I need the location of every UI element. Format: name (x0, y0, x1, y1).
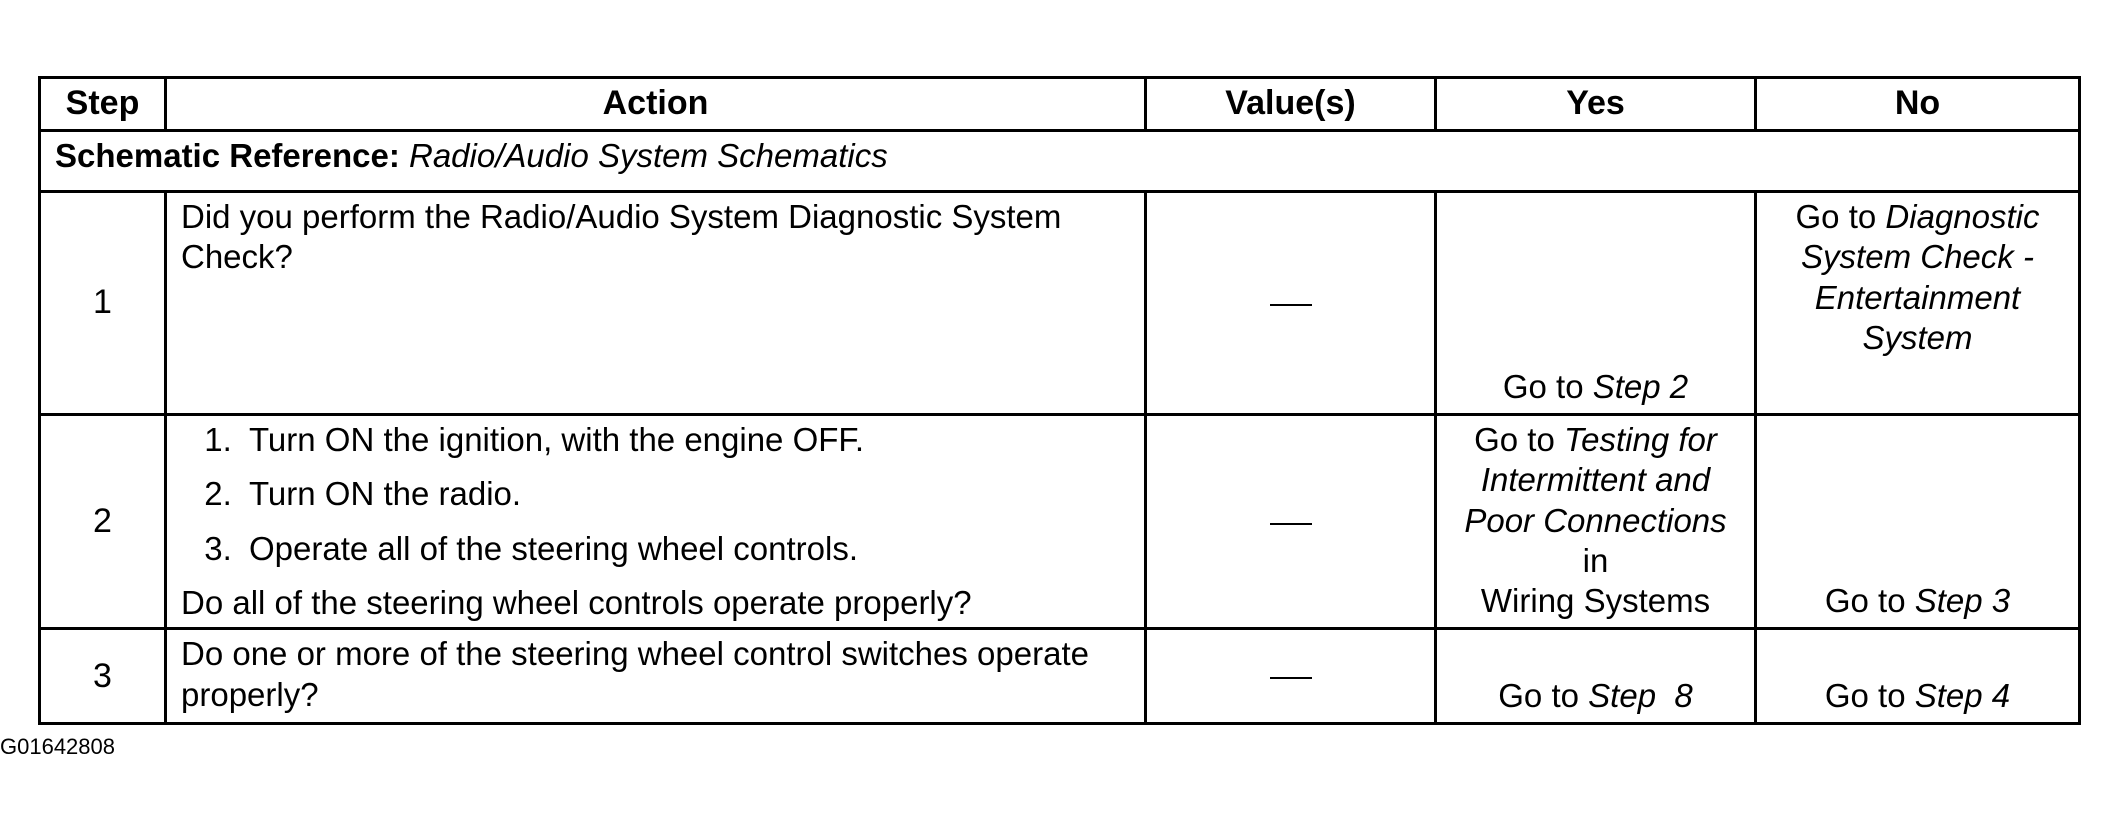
yes-reference: Testing for Intermittent and Poor Connections (1464, 421, 1727, 539)
step-number: 2 (40, 415, 166, 629)
table-row (40, 415, 2080, 629)
schematic-reference-link: Radio/Audio System Schematics (409, 137, 888, 174)
dash-mark (1270, 523, 1312, 525)
no-reference: Step 3 (1914, 582, 2011, 619)
value-cell (1146, 629, 1436, 724)
schematic-reference-label: Schematic Reference: (55, 137, 400, 174)
header-step: Step (40, 78, 166, 131)
schematic-reference-row (40, 131, 2080, 192)
figure-id: G01642808 (0, 734, 115, 759)
action-question: Do all of the steering wheel controls operate properly? (181, 583, 972, 621)
yes-in: in (1582, 541, 1609, 579)
yes-reference: Step 8 (1588, 677, 1693, 714)
substep-list (181, 420, 1130, 569)
no-cell (1756, 415, 2080, 629)
yes-suffix: Wiring Systems (1480, 582, 1711, 619)
no-prefix: Go to (1795, 198, 1877, 235)
yes-cell (1436, 629, 1756, 724)
header-yes: Yes (1436, 78, 1756, 131)
action-cell (166, 415, 1146, 629)
no-cell (1756, 629, 2080, 724)
dash-mark (1270, 304, 1312, 306)
table-row (40, 192, 2080, 415)
substep-item: 3. Operate all of the steering wheel controls. (241, 529, 1130, 569)
no-reference: Step 4 (1914, 677, 2011, 714)
value-cell (1146, 415, 1436, 629)
yes-reference: Step 2 (1592, 367, 1689, 405)
dash-mark (1270, 677, 1312, 679)
diagnostic-table (38, 76, 2081, 725)
substep-item: 2. Turn ON the radio. (241, 474, 1130, 514)
action-text: Do one or more of the steering wheel control switches operate properly? (166, 629, 1146, 724)
yes-cell (1436, 192, 1756, 415)
step-number: 3 (40, 629, 166, 724)
table-row (40, 629, 2080, 724)
value-cell (1146, 192, 1436, 415)
schematic-reference (40, 131, 2080, 192)
no-cell (1756, 192, 2080, 415)
yes-cell (1436, 415, 1756, 629)
no-prefix: Go to (1824, 582, 1906, 619)
no-reference: Diagnostic System Check - Entertainment System (1801, 198, 2040, 356)
yes-prefix: Go to (1502, 367, 1584, 405)
header-row (40, 78, 2080, 131)
substep-item: 1. Turn ON the ignition, with the engine OFF. (241, 420, 1130, 460)
no-prefix: Go to (1824, 677, 1906, 714)
header-action: Action (166, 78, 1146, 131)
action-text: Did you perform the Radio/Audio System Diagnostic System Check? (166, 192, 1146, 415)
header-no: No (1756, 78, 2080, 131)
yes-prefix: Go to (1474, 421, 1555, 458)
step-number: 1 (40, 192, 166, 415)
yes-prefix: Go to (1498, 677, 1579, 714)
header-values: Value(s) (1146, 78, 1436, 131)
